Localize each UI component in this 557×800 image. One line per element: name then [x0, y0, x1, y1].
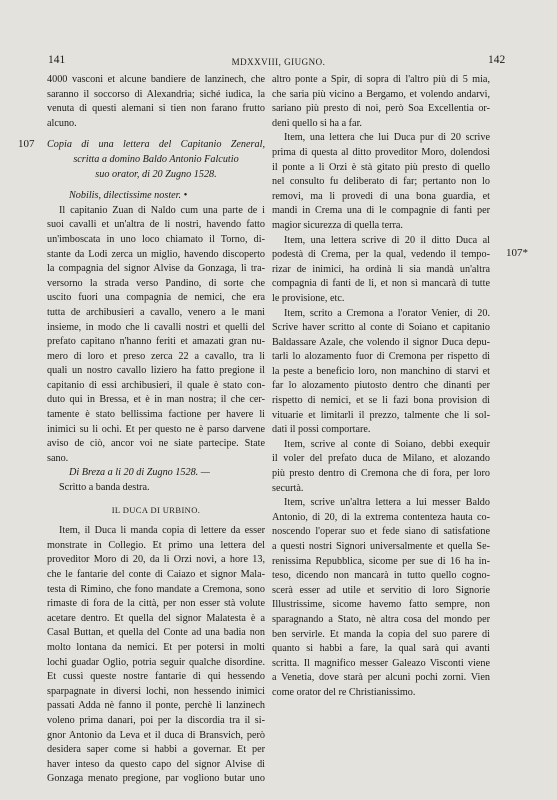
text-line: tamente è stato bellissima factione per havere li [47, 409, 265, 421]
text-line: scritta. Il magnifico messer Galeazo Visconti viene [272, 657, 490, 669]
text-line: compagnia di fanti de li, et non si mancarà di tutte [272, 278, 490, 290]
text-line: stante da Lodi zerca un miglio, havendo discoperto [47, 248, 265, 260]
text-line: a Venetia, dove starà per alcuni pochi zorni. Vien [272, 672, 490, 684]
text-line: monstrate in Collegio. Et primo una lettera del [47, 539, 265, 551]
text-line: la compagnia del signor Alvise da Gonzaga, li tra- [47, 263, 265, 275]
text-line: altro ponte a Spir, di sopra di l'altro più di 5 mia, [272, 74, 490, 85]
text-line: più presto dentro di Cremona che di fora, per loro [272, 468, 490, 480]
text-line: noscendo l'operar suo et fede siano di satisfatione [272, 526, 490, 538]
text-line: gnor Antonio da Leva et il duca di Bransvich, però [47, 729, 265, 741]
text-line: 4000 vasconi et alcune bandiere de lanzinech, che [47, 74, 265, 85]
text-line: lochi guadar Oglio, potria seguir qualche disordine. [47, 656, 265, 668]
text-line: passati Adda nè fanno il ponte, perchè li lanzinech [47, 700, 265, 712]
text-line: prefato capitano n'hanno feriti et amazati gran nu- [47, 336, 265, 348]
text-line: che le fantarie del conte di Caiazo et signor Mala- [47, 569, 265, 580]
text-line: come orator del re Christianissimo. [272, 686, 416, 698]
text-line: Item, scrive al conte di Soiano, debbi exequir [284, 438, 490, 450]
text-line: Item, scrito a Cremona a l'orator Venier, di 20. [284, 307, 490, 319]
right-column [272, 73, 490, 701]
text-line: Et cussì queste nostre fantarie di qui hessendo [47, 671, 265, 683]
text-line: Item, una lettera scrive di 20 il ditto Duca al [284, 234, 490, 246]
letter-date: Di Breza a li 20 di Zugno 1528. — [69, 467, 210, 479]
text-line: rizar de inimici, ha ordinà li sia mandà un'altra [272, 263, 490, 275]
text-line: sariano più presto di noi, però Soa Excellentia or- [272, 103, 490, 115]
heading-line: Copia di una lettera del Capitanio Zeneral, [47, 139, 265, 151]
salutation: Nobilis, dilectissime noster. • [69, 190, 188, 202]
text-line: quanto si habbi a fare, la qual sarà qui avanti [272, 643, 490, 655]
heading-line: scritta a domino Baldo Antonio Falcutio [73, 153, 239, 165]
heading-line: suo orator, di 20 Zugno 1528. [95, 168, 217, 180]
text-line: Baldassare Azale, che volendo il signor Duca depu- [272, 336, 490, 348]
page-number-right: 142 [488, 54, 506, 66]
continuation-paragraph [272, 73, 490, 131]
text-line: rimaste di fora de la città, per non esser stà volute [47, 598, 265, 610]
text-line: vituarie et limitarli il prezzo, talmente che li sol- [272, 409, 490, 421]
text-line: mandi in Crema una di le compagnie di fanti per [272, 205, 490, 217]
letter-heading [47, 138, 265, 182]
text-line: Gonzaga menato pregione, par vogliono butar uno [47, 773, 265, 785]
letter-body [47, 204, 265, 467]
text-line: Item, scrive un'altra lettera a lui messer Baldo [284, 497, 490, 509]
text-line: haver inteso da questo capo del signor Alvise di [47, 758, 265, 770]
text-line: teso, dicendo non mancarà in tutto quello cogno- [272, 570, 490, 582]
text-line: deni quello si ha a far. [272, 117, 362, 129]
text-line: securtà. [272, 482, 304, 494]
text-line: la peste a beneficio loro, non manchino di starvi et [272, 365, 490, 377]
letter-note: Scritto a banda destra. [59, 482, 150, 494]
text-line: dati il possi comportare. [272, 424, 371, 436]
text-line: le provisione, etc. [272, 292, 345, 304]
text-line: aviso de ciò, ancor voi ne siate partecipe. State [47, 438, 265, 450]
text-line: Il capitanio Zuan di Naldo cum una parte de i [59, 204, 265, 216]
text-line: magior sicurezza di quella terra. [272, 219, 403, 231]
text-line: sparpagnate in diversi lochi, non hessendo inimici [47, 685, 265, 697]
text-line: il voler del prefato duca de Milano, et alozando [272, 453, 490, 465]
text-line: versorno la strada verso Pandino, di sorte che [47, 277, 265, 289]
text-line: proveditor Moro di 20, da li Orzi novi, a hore 13, [47, 554, 265, 566]
text-line: Antonio, di 20, di la extrema contenteza hauta co- [272, 511, 490, 523]
text-line: uscito fuori una compagnia de nemici, che era [47, 292, 265, 304]
text-line: far lo alozamento piutosto dentro che dinanti per [272, 380, 490, 392]
margin-number-left: 107 [18, 138, 35, 150]
text-line: saranno il soccorso di Alexandria; siché iudica, la [47, 88, 265, 100]
text-line: sano. [47, 452, 69, 464]
text-line: Item, una lettera che lui Duca pur di 20 scrive [284, 132, 490, 144]
opening-paragraph [47, 73, 265, 131]
item-paragraph [272, 131, 490, 233]
text-line: duto qui in Bressa, et è in man nostra; il che cer- [47, 394, 265, 406]
running-title: MDXXVIII, GIUGNO. [231, 57, 326, 67]
text-line: Illustrissime, sicome havemo fatto sempre, non [272, 599, 490, 611]
text-line: sparagnando a Stato, nè altra cosa del mondo per [272, 613, 490, 625]
text-line: podestà di Crema, per la qual, vedendo il tempo- [272, 249, 490, 261]
text-line: voleno prima danari, poi per la discordia tra il si- [47, 714, 265, 726]
text-line: insieme, in modo che li cavalli nostri et quelli del [47, 321, 265, 333]
text-line: alcuno. [47, 117, 77, 129]
item-paragraph [272, 496, 490, 700]
text-line: molto lontana da nemici. Et per potersi in molti [47, 641, 265, 653]
text-line: prima di questa al ditto proveditor Moro, dolendosi [272, 146, 490, 158]
text-line: rispetto di nemici, et se li fazi bona provision di [272, 395, 490, 407]
text-line: Item, il Duca li manda copia di lettere da esser [59, 525, 265, 537]
item-paragraph [272, 438, 490, 496]
text-line: inimici su li ochi. Et per questo ne è parso darvene [47, 423, 265, 435]
text-line: che saria più vicino a Bergamo, et volendo andarvi, [272, 88, 490, 100]
text-line: mero di loro et preso zerca 22 a cavallo, tra li [47, 350, 265, 362]
text-line: ben servirle. Et manda la copia del suo parere di [272, 628, 490, 640]
item-paragraph [272, 307, 490, 438]
text-line: venuta di questi alemani si tien non farano frutto [47, 103, 265, 115]
text-line: acetare dentro. Et quella del signor Malatesta è a [47, 612, 265, 624]
text-line: removi, ma li provedi di una bona guardia, et [272, 190, 490, 202]
text-line: quali un nostro cavallo liziero ha fatto pregione il [47, 365, 265, 377]
text-line: tutta de archibusieri a cavallo, venero a le mani [47, 306, 265, 318]
section-title: IL DUCA DI URBINO. [111, 504, 201, 515]
item-paragraph [47, 524, 265, 787]
text-line: nel consulto fu deliberato di far; pertanto non lo [272, 176, 490, 188]
text-line: tarli lo alozamento fuor di Cremona per rispetto di [272, 351, 490, 363]
text-line: a questi nostri Signori universalmente et quella Se- [272, 541, 490, 552]
text-line: desidera saper come si habbi a governar. Et per [47, 744, 265, 756]
text-line: un'imboscata in uno loco chiamato il Torno, di- [47, 233, 265, 245]
text-line: Casal Buttan, et quella del Conte ad una badia non [47, 627, 265, 639]
text-line: Scrive haver scritto al conte di Soiano et capitanio [272, 322, 490, 334]
text-line: suoi cavalli et un'altra de li nostri, havendo fatto [47, 219, 265, 231]
page-number-left: 141 [48, 54, 66, 66]
text-line: testa di Rimino, che fono mandate a Cremona, sono [47, 583, 265, 595]
text-line: renissima Repubblica, sicome per sue di 16 ha in- [272, 555, 490, 567]
margin-number-right: 107* [506, 247, 528, 259]
text-line: scerà esser ad utile et servitio di loro Signorie [272, 584, 490, 596]
item-paragraph [272, 234, 490, 307]
left-column [47, 73, 265, 787]
text-line: il ponte a li Orzi è stà gitato più presto di quello [272, 161, 490, 173]
text-line: capitanio di essi archibusieri, il quale è stato con- [47, 379, 265, 391]
